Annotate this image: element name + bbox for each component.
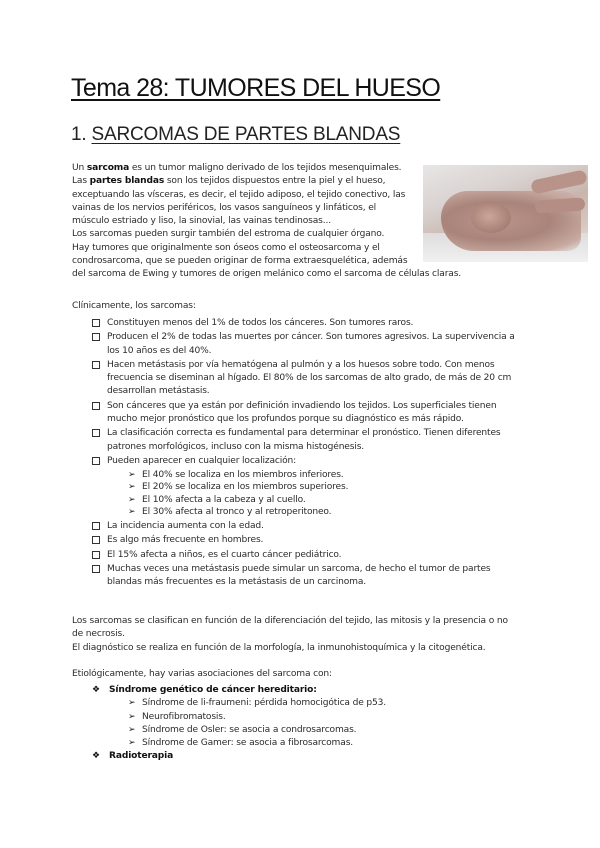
intro-line: Las partes blandas son los tejidos dispuestos entre la piel y el hueso, — [72, 176, 386, 187]
checkbox-icon — [92, 457, 100, 465]
section-title: SARCOMAS DE PARTES BLANDAS — [91, 124, 401, 145]
checkbox-icon — [92, 536, 100, 544]
intro-line: Hay tumores que originalmente son óseos como el osteosarcoma y el — [72, 242, 380, 253]
intro-paragraph — [72, 162, 461, 282]
arrow-icon: ➢ — [128, 470, 136, 481]
intro-line: condrosarcoma, que se pueden originar de forma extraesquelética, además — [72, 256, 408, 267]
location-item: ➢ El 30% afecta al tronco y al retroperitoneo. — [128, 506, 332, 517]
etiology-group: ❖ Síndrome genético de cáncer hereditario: — [92, 684, 532, 697]
term-sarcoma: sarcoma — [86, 163, 130, 173]
checklist-item: Muchas veces una metástasis puede simular un sarcoma, de hecho el tumor de partes blandas más frecuentes es la metástasis de un carcinoma. — [92, 563, 532, 590]
intro-line: exceptuando las vísceras, es decir, el tejido adiposo, el tejido conectivo, las — [72, 189, 406, 200]
etiology-list — [92, 684, 532, 764]
arrow-icon: ➢ — [128, 698, 136, 709]
checkbox-icon — [92, 319, 100, 327]
checklist-item: Constituyen menos del 1% de todos los cánceres. Son tumores raros. — [92, 317, 532, 330]
etiology-item: ➢ Síndrome de li-fraumeni: pérdida homocigótica de p53. — [92, 697, 532, 710]
clinical-heading: Clínicamente, los sarcomas: — [72, 301, 196, 311]
checkbox-icon — [92, 522, 100, 530]
arrow-icon: ➢ — [128, 494, 136, 505]
section-number: 1. — [71, 124, 92, 145]
etiology-group: ❖ Radioterapia — [92, 750, 532, 763]
checkbox-icon — [92, 361, 100, 369]
checkbox-icon — [92, 429, 100, 437]
arrow-icon: ➢ — [128, 724, 136, 735]
checkbox-icon — [92, 402, 100, 410]
arrow-icon: ➢ — [128, 711, 136, 722]
checklist-item: La incidencia aumenta con la edad. — [92, 520, 532, 533]
intro-line: Un sarcoma es un tumor maligno derivado de los tejidos mesenquimales. — [72, 163, 402, 173]
checklist-item: Pueden aparecer en cualquier localización: — [92, 455, 532, 468]
diamond-bullet-icon: ❖ — [92, 751, 100, 762]
checklist-item: La clasificación correcta es fundamental para determinar el pronóstico. Tienen diferentes patrones morfológicos, incluso con la misma histogénesis. — [92, 427, 532, 454]
checklist-item: Son cánceres que ya están por definición invadiendo los tejidos. Los superficiales tienen mucho mejor pronóstico que los profundos porque su diagnóstico es más rápido. — [92, 400, 532, 427]
arrow-icon: ➢ — [128, 506, 136, 517]
checklist-item: Producen el 2% de todas las muertes por cáncer. Son tumores agresivos. La supervivencia a los 10 años es del 40%. — [92, 331, 532, 358]
checkbox-icon — [92, 333, 100, 341]
intro-line: del sarcoma de Ewing y tumores de origen melánico como el sarcoma de células claras. — [72, 269, 462, 280]
location-item: ➢ El 20% se localiza en los miembros superiores. — [128, 482, 349, 493]
checkbox-icon — [92, 551, 100, 559]
term-partes-blandas: partes blandas — [89, 176, 165, 187]
etiology-heading: Etiológicamente, hay varias asociaciones del sarcoma con: — [72, 669, 332, 679]
location-item: ➢ El 10% afecta a la cabeza y al cuello. — [128, 494, 306, 505]
location-item: ➢ El 40% se localiza en los miembros inferiores. — [128, 470, 344, 481]
checklist-item: Hacen metástasis por vía hematógena al pulmón y a los huesos sobre todo. Con menos frecuencia se diseminan al hígado. El 80% de los sarcomas de alto grado, de más de 20 cm desarrollan metástasis. — [92, 359, 532, 399]
checklist-item: Es algo más frecuente en hombres. — [92, 534, 532, 547]
arrow-icon: ➢ — [128, 482, 136, 493]
section-heading — [71, 124, 400, 146]
etiology-item: ➢ Síndrome de Gamer: se asocia a fibrosarcomas. — [92, 737, 532, 750]
page-title: Tema 28: TUMORES DEL HUESO — [71, 74, 441, 102]
checklist-item: El 15% afecta a niños, es el cuarto cáncer pediátrico. — [92, 549, 532, 562]
diamond-bullet-icon: ❖ — [92, 685, 100, 695]
intro-line: vainas de los nervios periféricos, los vasos sanguíneos y linfáticos, el — [72, 202, 377, 213]
classification-paragraph: Los sarcomas se clasifican en función de la diferenciación del tejido, las mitosis y la presencia o no de necrosis. El diagnóstico se realiza en función de la morfología, la inmunohistoquímica y la citogenética. — [72, 616, 508, 653]
intro-line: músculo estriado y liso, la sinovial, las vainas tendinosas... — [72, 216, 331, 227]
checkbox-icon — [92, 565, 100, 573]
intro-line: Los sarcomas pueden surgir también del estroma de cualquier órgano. — [72, 229, 385, 240]
etiology-item: ➢ Neurofibromatosis. — [92, 711, 532, 724]
arrow-icon: ➢ — [128, 738, 136, 749]
clinical-checklist — [92, 317, 532, 591]
etiology-item: ➢ Síndrome de Osler: se asocia a condrosarcomas. — [92, 724, 532, 737]
